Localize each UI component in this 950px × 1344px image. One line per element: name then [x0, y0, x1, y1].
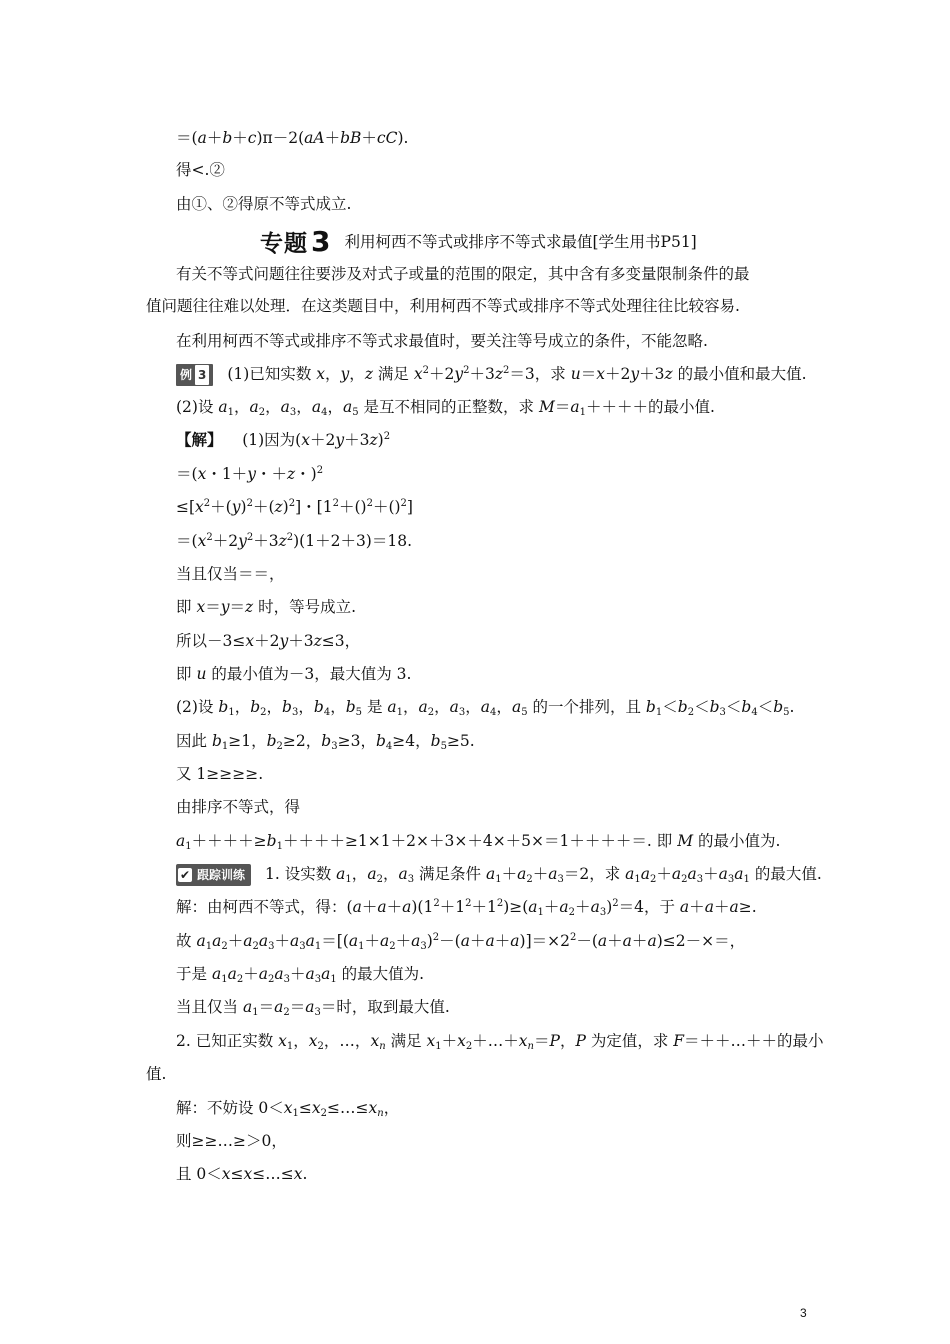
text-line: 即 u 的最小值为－3，最大值为 3. — [176, 665, 412, 683]
text-line: 所以－3≤x＋2y＋3z≤3， — [176, 632, 361, 650]
equation-line: $=(x^2+2y^2+3z^2)(1+2+3)=18$. — [176, 532, 413, 550]
paragraph-line: 有关不等式问题往往要涉及对式子或量的范围的限定，其中含有多变量限制条件的最 — [176, 265, 750, 283]
text-line: 解：由柯西不等式，得：$(a+a+a)(1^2+1^2+1^2)\ge(a_1+a_2+a_3)^2=4$，于 a＋a＋a≥. — [176, 898, 757, 918]
example-line: 例 3 (1)已知实数 x，y，z 满足 $x^2+2y^2+3z^2=3$，求 u＝x＋2y＋3z 的最小值和最大值. — [176, 364, 807, 386]
topic-heading — [260, 226, 697, 256]
topic-number: 3 — [311, 224, 331, 258]
page-number: 3 — [800, 1306, 807, 1320]
paragraph-line: 值问题往往难以处理．在这类题目中，利用柯西不等式或排序不等式处理往往比较容易. — [146, 297, 740, 315]
text-line: 于是 $a_1a_2+a_2a_3+a_3a_1$ 的最大值为. — [176, 965, 425, 985]
text-line: 则≥≥…≥＞0， — [176, 1132, 287, 1150]
text-line: 值. — [146, 1065, 167, 1083]
example-tag: 例 3 — [176, 364, 213, 386]
text-line: 由①、②得原不等式成立. — [176, 195, 352, 213]
topic-label: 专题 — [260, 230, 308, 257]
equation-line: $\le[x^2+(y)^2+(z)^2]$・$[1^2+()^2+()^2]$ — [176, 498, 413, 516]
paragraph-line: 在利用柯西不等式或排序不等式求最值时，要关注等号成立的条件，不能忽略. — [176, 332, 708, 350]
text-line: 得<.② — [176, 161, 225, 179]
text-line: 解：不妨设 $0<x_1\le x_2\le\dots\le x_n$， — [176, 1099, 400, 1119]
equation-line: ＝(x・1＋y・＋z・)$^2$ — [176, 465, 324, 483]
text-line: 故 $a_1a_2+a_2a_3+a_3a_1=[(a_1+a_2+a_3)^2-(a+a+a)]=\times 2^2-(a+a+a)\le 2-\times=$， — [176, 932, 746, 952]
practice-tag: ✔ 跟踪训练 — [176, 864, 251, 886]
solution-tag: 【解】 — [176, 430, 223, 449]
text-line: 即 x＝y＝z 时，等号成立. — [176, 598, 357, 616]
example-line: (2)设 $a_1$，$a_2$，$a_3$，$a_4$，$a_5$ 是互不相同的正整数，求 $M=a_1++++$的最小值. — [176, 398, 715, 418]
equation-line: ＝(a＋b＋c)π－2(aA＋bB＋cC). — [176, 129, 409, 147]
text-line: 且 0＜x≤x≤…≤x. — [176, 1165, 308, 1183]
text-line: $a_1++++\ge b_1++++\ge 1\times 1+2\times+3\times+4\times+5\times=1++++=$. 即 M 的最小值为. — [176, 832, 781, 852]
text-line: 因此 $b_1\ge 1$，$b_2\ge 2$，$b_3\ge 3$，$b_4\ge 4$，$b_5\ge 5$. — [176, 732, 475, 752]
text-line: (2)设 $b_1$，$b_2$，$b_3$，$b_4$，$b_5$ 是 $a_1$，$a_2$，$a_3$，$a_4$，$a_5$ 的一个排列，且 $b_1<b_2<b_3<b_4<b_5$. — [176, 698, 795, 718]
check-icon: ✔ — [179, 868, 191, 882]
text-line: 又 1≥≥≥≥. — [176, 765, 264, 783]
text-line: 2. 已知正实数 $x_1$，$x_2$，…，$x_n$ 满足 $x_1+x_2+\dots+x_n=P$，P 为定值，求 F＝＋＋…＋＋的最小 — [176, 1032, 824, 1052]
text-line: 当且仅当＝＝， — [176, 565, 285, 583]
text-line: 由排序不等式，得 — [176, 798, 301, 816]
practice-line: ✔ 跟踪训练 1. 设实数 $a_1$，$a_2$，$a_3$ 满足条件 $a_1+a_2+a_3=2$，求 $a_1a_2+a_2a_3+a_3a_1$ 的最大值. — [176, 864, 822, 886]
text-line: 当且仅当 $a_1=a_2=a_3=$时，取到最大值. — [176, 998, 450, 1018]
topic-title: 利用柯西不等式或排序不等式求最值[学生用书P51] — [344, 233, 697, 251]
solution-line: 【解】 (1)因为$(x+2y+3z)^2$ — [176, 430, 391, 449]
